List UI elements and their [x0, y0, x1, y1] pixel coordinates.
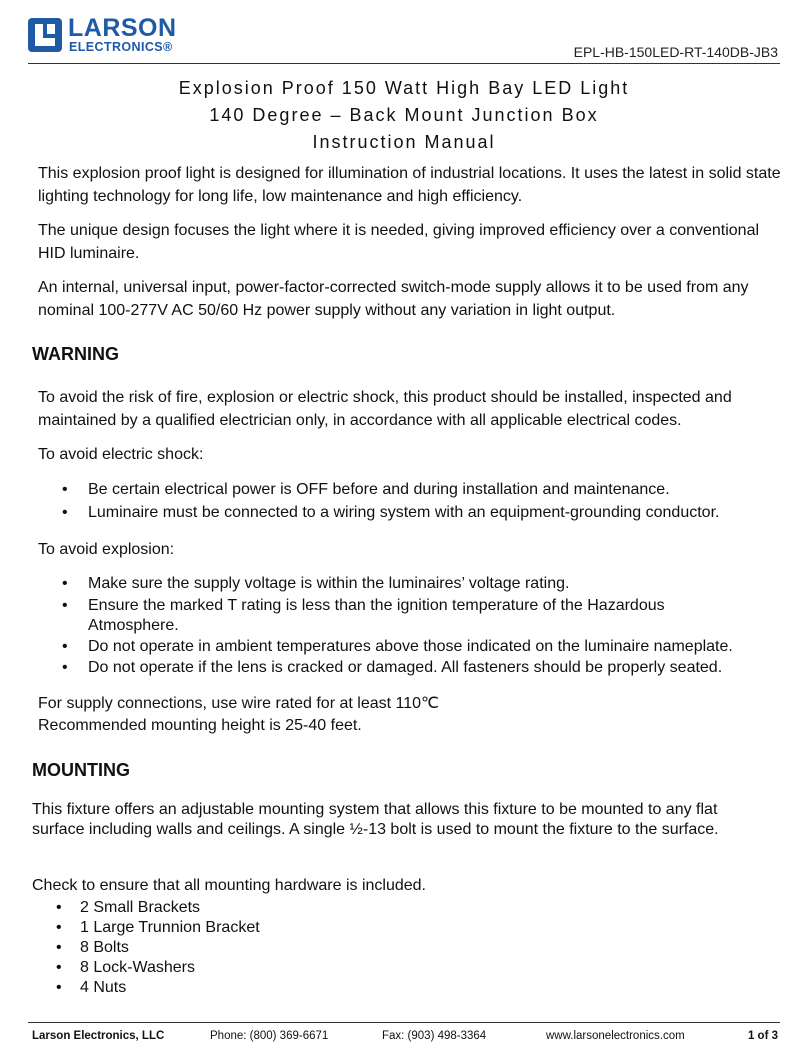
intro-paragraph-3: An internal, universal input, power-factor-corrected switch-mode supply allows it to be used from any nominal 100-277V AC 50/60 Hz power supply without any variation in light output.	[38, 279, 749, 319]
warning-intro: To avoid the risk of fire, explosion or electric shock, this product should be installed, inspected and maintained by a qualified electrician only, in accordance with all applicable electrical codes.	[38, 389, 732, 429]
company-logo	[28, 16, 198, 56]
electric-shock-label: To avoid electric shock:	[38, 446, 204, 463]
explosion-label: To avoid explosion:	[38, 541, 175, 558]
footer-page-number: 1 of 3	[747, 1030, 778, 1042]
hardware-check-label: Check to ensure that all mounting hardware is included.	[32, 877, 426, 894]
footer-phone: Phone: (800) 369-6671	[210, 1030, 329, 1042]
list-item: • Luminaire must be connected to a wiring system with an equipment-grounding conductor.	[62, 503, 762, 523]
mounting-heading: MOUNTING	[32, 760, 130, 780]
header-divider	[28, 63, 780, 64]
larson-logo-icon	[28, 18, 62, 52]
title-line-3: Instruction Manual	[312, 132, 496, 152]
list-item: • Make sure the supply voltage is within the luminaires’ voltage rating.	[62, 574, 762, 594]
supply-note: For supply connections, use wire rated for at least 110℃	[38, 695, 439, 712]
logo-sub-text: ELECTRONICS®	[69, 40, 173, 54]
title-line-1: Explosion Proof 150 Watt High Bay LED Light	[178, 78, 630, 98]
warning-heading: WARNING	[32, 344, 119, 364]
footer-fax: Fax: (903) 498-3364	[382, 1030, 487, 1042]
footer-website[interactable]: www.larsonelectronics.com	[546, 1030, 685, 1042]
footer-company: Larson Electronics, LLC	[32, 1030, 165, 1042]
title-line-2: 140 Degree – Back Mount Junction Box	[209, 105, 599, 125]
list-item: • 1 Large Trunnion Bracket	[56, 918, 260, 938]
footer-divider	[28, 1022, 780, 1023]
list-item: • 2 Small Brackets	[56, 898, 200, 918]
mounting-intro: This fixture offers an adjustable mounting system that allows this fixture to be mounted to any flat surface including walls and ceilings. A single ½-13 bolt is used to mount the fixture to the surface.	[32, 801, 719, 838]
list-item: • 4 Nuts	[56, 978, 126, 998]
intro-paragraph-2: The unique design focuses the light where it is needed, giving improved efficiency over a conventional HID luminaire.	[38, 222, 760, 262]
list-item: • 8 Lock-Washers	[56, 958, 195, 978]
document-id: EPL-HB-150LED-RT-140DB-JB3	[573, 44, 778, 60]
list-item: • Be certain electrical power is OFF before and during installation and maintenance.	[62, 480, 762, 500]
logo-brand-text: LARSON	[68, 14, 177, 42]
list-item: • Ensure the marked T rating is less than the ignition temperature of the Hazardous Atmosphere.	[62, 596, 702, 636]
list-item: • Do not operate in ambient temperatures above those indicated on the luminaire nameplate.	[62, 637, 762, 657]
height-note: Recommended mounting height is 25-40 feet.	[38, 717, 362, 734]
list-item: • Do not operate if the lens is cracked or damaged. All fasteners should be properly seated.	[62, 658, 762, 678]
intro-paragraph-1: This explosion proof light is designed for illumination of industrial locations. It uses the latest in solid state lighting technology for long life, low maintenance and high efficiency.	[38, 165, 781, 205]
list-item: • 8 Bolts	[56, 938, 129, 958]
